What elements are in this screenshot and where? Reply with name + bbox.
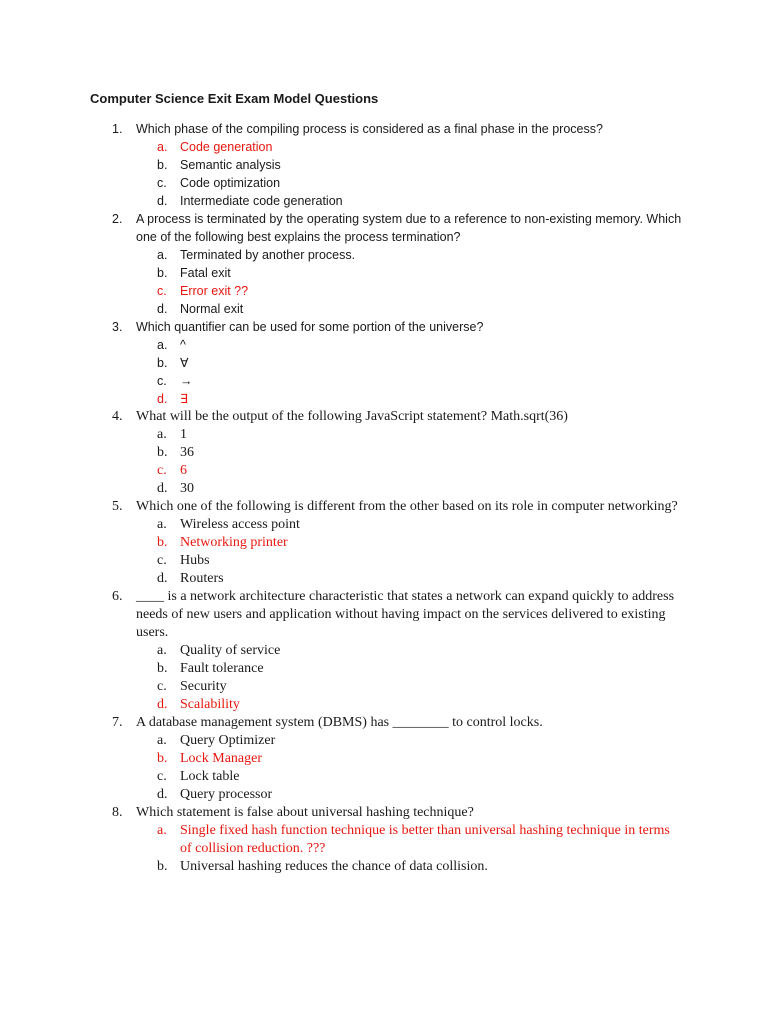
option-letter: c. (157, 769, 167, 784)
option-text: Hubs (180, 553, 210, 568)
option-d (0, 786, 768, 804)
option-c (0, 174, 768, 192)
option-b (0, 156, 768, 174)
option-list (0, 138, 768, 210)
option-letter: c. (157, 679, 167, 694)
option-text: Quality of service (180, 643, 281, 658)
option-text: Fault tolerance (180, 661, 264, 676)
option-c (0, 552, 768, 570)
question-text: Which quantifier can be used for some portion of the universe? (136, 320, 484, 334)
option-text: 6 (180, 463, 187, 478)
option-letter: b. (157, 356, 168, 370)
option-text: Code generation (180, 140, 273, 154)
option-a (0, 426, 768, 444)
question-number: 7. (112, 715, 123, 730)
question-1 (0, 120, 768, 210)
option-text: → (180, 374, 193, 388)
option-letter: c. (157, 553, 167, 568)
option-letter: a. (157, 338, 168, 352)
option-text: Single fixed hash function technique is better than universal hashing technique in terms of collision reduction. ??? (180, 823, 670, 856)
option-text: Query Optimizer (180, 733, 276, 748)
option-text: Universal hashing reduces the chance of data collision. (180, 859, 488, 874)
option-list (0, 336, 768, 408)
option-text: Security (180, 679, 227, 694)
question-number: 5. (112, 499, 123, 514)
document-title: Computer Science Exit Exam Model Questions (90, 91, 379, 106)
option-text: Intermediate code generation (180, 194, 343, 208)
option-list (0, 426, 768, 498)
option-text: Normal exit (180, 302, 244, 316)
option-b (0, 660, 768, 678)
option-list (0, 642, 768, 714)
option-text: Lock Manager (180, 751, 263, 766)
option-letter: c. (157, 374, 167, 388)
question-5 (0, 498, 768, 588)
option-text: Routers (180, 571, 224, 586)
option-text: Scalability (180, 697, 240, 712)
option-letter: a. (157, 427, 167, 442)
option-text: Terminated by another process. (180, 248, 356, 262)
option-list (0, 246, 768, 318)
option-text: Error exit ?? (180, 284, 249, 298)
option-d (0, 570, 768, 588)
option-letter: d. (157, 302, 168, 316)
option-letter: b. (157, 859, 168, 874)
option-letter: b. (157, 158, 168, 172)
option-a (0, 732, 768, 750)
option-d (0, 480, 768, 498)
option-a-highlighted (0, 822, 768, 858)
option-letter: c. (157, 176, 167, 190)
option-text: Code optimization (180, 176, 281, 190)
question-text: What will be the output of the following JavaScript statement? Math.sqrt(36) (136, 409, 568, 424)
question-text: ____ is a network architecture characteristic that states a network can expand quickly to address needs of new users and application without having impact on the services delivered to existing users. (136, 589, 675, 640)
option-letter: c. (157, 463, 167, 478)
option-text: Wireless access point (180, 517, 300, 532)
option-text: Semantic analysis (180, 158, 281, 172)
option-letter: d. (157, 194, 168, 208)
option-a-highlighted (0, 138, 768, 156)
option-letter: b. (157, 535, 168, 550)
option-text: 36 (180, 445, 194, 460)
question-list (0, 120, 768, 876)
option-b (0, 858, 768, 876)
option-b (0, 444, 768, 462)
option-letter: a. (157, 140, 168, 154)
option-letter: c. (157, 284, 167, 298)
option-letter: b. (157, 445, 168, 460)
option-text: ∀ (180, 356, 189, 370)
option-letter: a. (157, 517, 167, 532)
option-d-highlighted (0, 696, 768, 714)
option-d-highlighted (0, 390, 768, 408)
option-text: Query processor (180, 787, 273, 802)
option-text: ∃ (180, 392, 188, 406)
question-6 (0, 588, 768, 714)
question-number: 3. (112, 320, 123, 334)
option-text: 1 (180, 427, 187, 442)
option-list (0, 732, 768, 804)
option-c-highlighted (0, 462, 768, 480)
question-number: 8. (112, 805, 123, 820)
question-text: A database management system (DBMS) has ________ to control locks. (136, 715, 543, 730)
option-letter: a. (157, 643, 167, 658)
question-number: 4. (112, 409, 123, 424)
option-list (0, 822, 768, 876)
option-letter: b. (157, 266, 168, 280)
option-c (0, 372, 768, 390)
question-text: Which statement is false about universal hashing technique? (136, 805, 474, 820)
question-number: 2. (112, 212, 123, 226)
option-d (0, 192, 768, 210)
question-text: Which one of the following is different from the other based on its role in computer networking? (136, 499, 678, 514)
option-text: Networking printer (180, 535, 288, 550)
option-b-highlighted (0, 750, 768, 768)
option-text: 30 (180, 481, 194, 496)
option-a (0, 246, 768, 264)
option-letter: d. (157, 392, 168, 406)
option-list (0, 516, 768, 588)
option-a (0, 336, 768, 354)
option-letter: d. (157, 787, 168, 802)
option-b (0, 354, 768, 372)
option-letter: d. (157, 481, 168, 496)
option-letter: b. (157, 661, 168, 676)
option-c (0, 768, 768, 786)
option-b (0, 264, 768, 282)
option-text: Fatal exit (180, 266, 231, 280)
question-7 (0, 714, 768, 804)
question-text: Which phase of the compiling process is considered as a final phase in the process? (136, 122, 603, 136)
option-letter: d. (157, 697, 168, 712)
question-8 (0, 804, 768, 876)
question-3 (0, 318, 768, 408)
option-a (0, 516, 768, 534)
option-c (0, 678, 768, 696)
question-text: A process is terminated by the operating system due to a reference to non-existing memory. Which one of the following best explains the process termination? (136, 212, 682, 244)
option-b-highlighted (0, 534, 768, 552)
option-letter: a. (157, 733, 167, 748)
question-number: 1. (112, 122, 123, 136)
option-text: ^ (180, 338, 186, 352)
option-text: Lock table (180, 769, 240, 784)
question-number: 6. (112, 589, 123, 604)
question-4 (0, 408, 768, 498)
option-letter: b. (157, 751, 168, 766)
option-letter: d. (157, 571, 168, 586)
option-a (0, 642, 768, 660)
question-2 (0, 210, 768, 318)
option-letter: a. (157, 248, 168, 262)
option-letter: a. (157, 823, 167, 838)
option-c-highlighted (0, 282, 768, 300)
option-d (0, 300, 768, 318)
